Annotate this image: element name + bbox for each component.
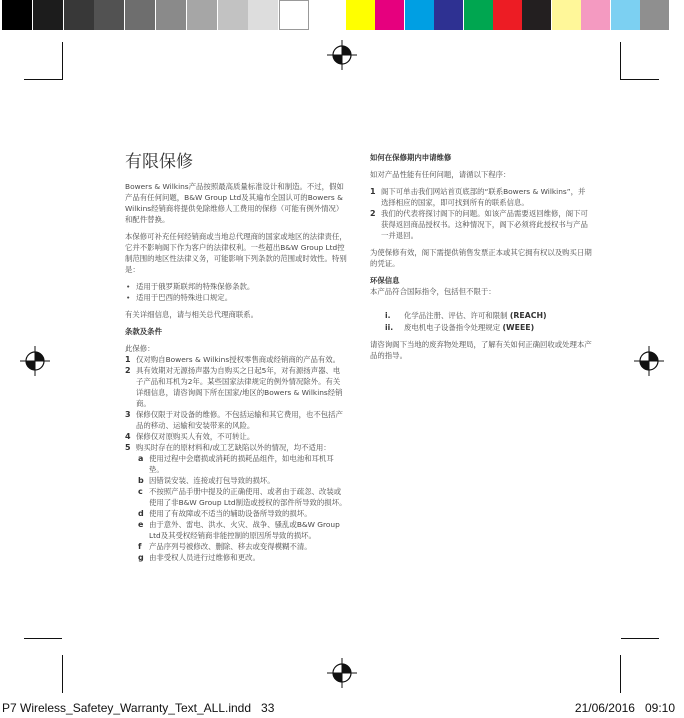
env-heading: 环保信息 [370,276,400,285]
color-swatch [346,0,375,30]
list-item: 2 具有效期对无源扬声器为自购买之日起5年，对有源扬声器、电子产品和耳机为2年。某些国家法律规定的例外情况除外。有关详细信息，请咨询阁下所在国家/地区的Bowers & Wilkins经销商。 [125,366,343,408]
list-item: g 由非受权人员进行过维修和更改。 [138,553,260,562]
gray-swatch [64,0,94,30]
gray-swatch [156,0,186,30]
color-swatch [493,0,522,30]
gray-swatch [187,0,217,30]
footer-date: 21/06/2016 09:10 [574,701,675,715]
claim-heading: 如何在保修期内申请维修 [370,153,452,162]
crop-mark [62,655,63,693]
color-swatch [611,0,640,30]
list-item: c 不按照产品手册中提及的正确使用、或者由于疏忽、改装或使用了非B&W Group Ltd制造或授权的部件所导致的损坏。 [138,487,347,507]
registration-mark-icon [327,40,357,70]
list-item: 4 保修仅对原购买人有效，不可转让。 [125,432,255,441]
page-title: 有限保修 [125,152,193,172]
terms-heading: 条款及条件 [125,327,162,336]
env-intro: 本产品符合国际指令，包括但不限于： [370,287,496,296]
left-column [125,152,347,563]
footer-file-name: P7 Wireless_Safetey_Warranty_Text_ALL.indd 33 [2,701,275,715]
list-item: e 由于意外、雷电、洪水、火灾、战争、骚乱或B&W Group Ltd及其受权经销商非能控制的原因所导致的损坏。 [138,520,340,540]
bullet-icon: • [126,293,131,302]
gray-swatch [2,0,32,30]
crop-mark [620,655,621,693]
list-item: f 产品序列号被修改、删除、移去或变得模糊不清。 [138,542,312,551]
list-item: • 适用于巴西的特殊进口规定。 [126,293,233,302]
color-swatch [375,0,404,30]
gray-swatch [125,0,155,30]
color-swatch [640,0,669,30]
list-item: 1 仅对购自Bowers & Wilkins授权零售商或经销商的产品有效。 [125,355,341,364]
legal-paragraph: 本保修可补充任何经销商或当地总代理商的国家或地区的法律责任，它并不影响阁下作为客户的法律权利。一些超出B&W Group Ltd控制范围的地区性法律义务，可能影响下列条款的范围或时效性。特别是： [125,232,347,274]
bullet-icon: • [126,282,131,291]
list-item: b 因错误安装、连接或打包导致的损坏。 [138,476,275,485]
color-swatch [522,0,551,30]
terms-intro: 此保修： [125,344,155,353]
color-swatch [552,0,581,30]
registration-mark-icon [634,346,664,376]
list-item: 1 阁下可单击我们网站首页底部的“联系Bowers & Wilkins”，并选择相应的国家，即可找到所有的联系信息。 [370,187,586,207]
env-note: 请咨询阁下当地的废弃物处理局，了解有关如何正确回收或处理本产品的指导。 [370,340,592,360]
gray-swatch [248,0,278,30]
crop-mark [621,79,659,80]
claim-intro: 如对产品性能有任何问题，请循以下程序： [370,170,511,179]
color-swatch [581,0,610,30]
intro-paragraph: Bowers & Wilkins产品按照最高质量标准设计和制造。不过，假如产品有任何问题，B&W Group Ltd及其遍布全国认可的Bowers & Wilkins经销商将提供免除维修人工费用的保修（可能有例外情况）和配件替换。 [125,182,344,224]
color-swatch [434,0,463,30]
crop-mark [62,42,63,80]
list-item: 5 购买时存在的原材料和/或工艺缺陷以外的情况，均不适用： [125,443,331,452]
list-item: 2 我们的代表将探讨阁下的问题。如该产品需要返回维修，阁下可获得返回商品授权书。这种情况下，阁下必须将此授权书与产品一并退回。 [370,209,588,240]
more-info-text: 有关详细信息，请与相关总代理商联系。 [125,310,259,319]
gray-swatch [33,0,63,30]
right-column [370,152,592,367]
crop-mark [24,79,62,80]
color-swatch [405,0,434,30]
list-item: a 使用过程中会磨损或消耗的损耗品组件，如电池和耳机耳垫。 [138,454,334,474]
crop-mark [620,42,621,80]
registration-mark-icon [327,658,357,688]
crop-mark [621,638,659,639]
list-item: • 适用于俄罗斯联邦的特殊保修条款。 [126,282,255,291]
gray-swatch [279,0,309,30]
gray-swatch [94,0,124,30]
gray-swatch [218,0,248,30]
crop-mark [24,638,62,639]
list-item: 3 保修仅限于对设备的维修。不包括运输和其它费用，也不包括产品的移动、运输和安装带来的风险。 [125,410,343,430]
proof-note: 为使保修有效，阁下需提供销售发票正本或其它拥有权以及购买日期的凭证。 [370,248,592,268]
list-item: d 使用了有故障或不适当的辅助设备所导致的损坏。 [138,509,312,518]
list-item: ii. 废电机电子设备指令处理规定 (WEEE) [385,323,535,332]
registration-mark-icon [20,346,50,376]
list-item: i. 化学品注册、评估、许可和限制 (REACH) [385,311,547,320]
color-swatch [464,0,493,30]
